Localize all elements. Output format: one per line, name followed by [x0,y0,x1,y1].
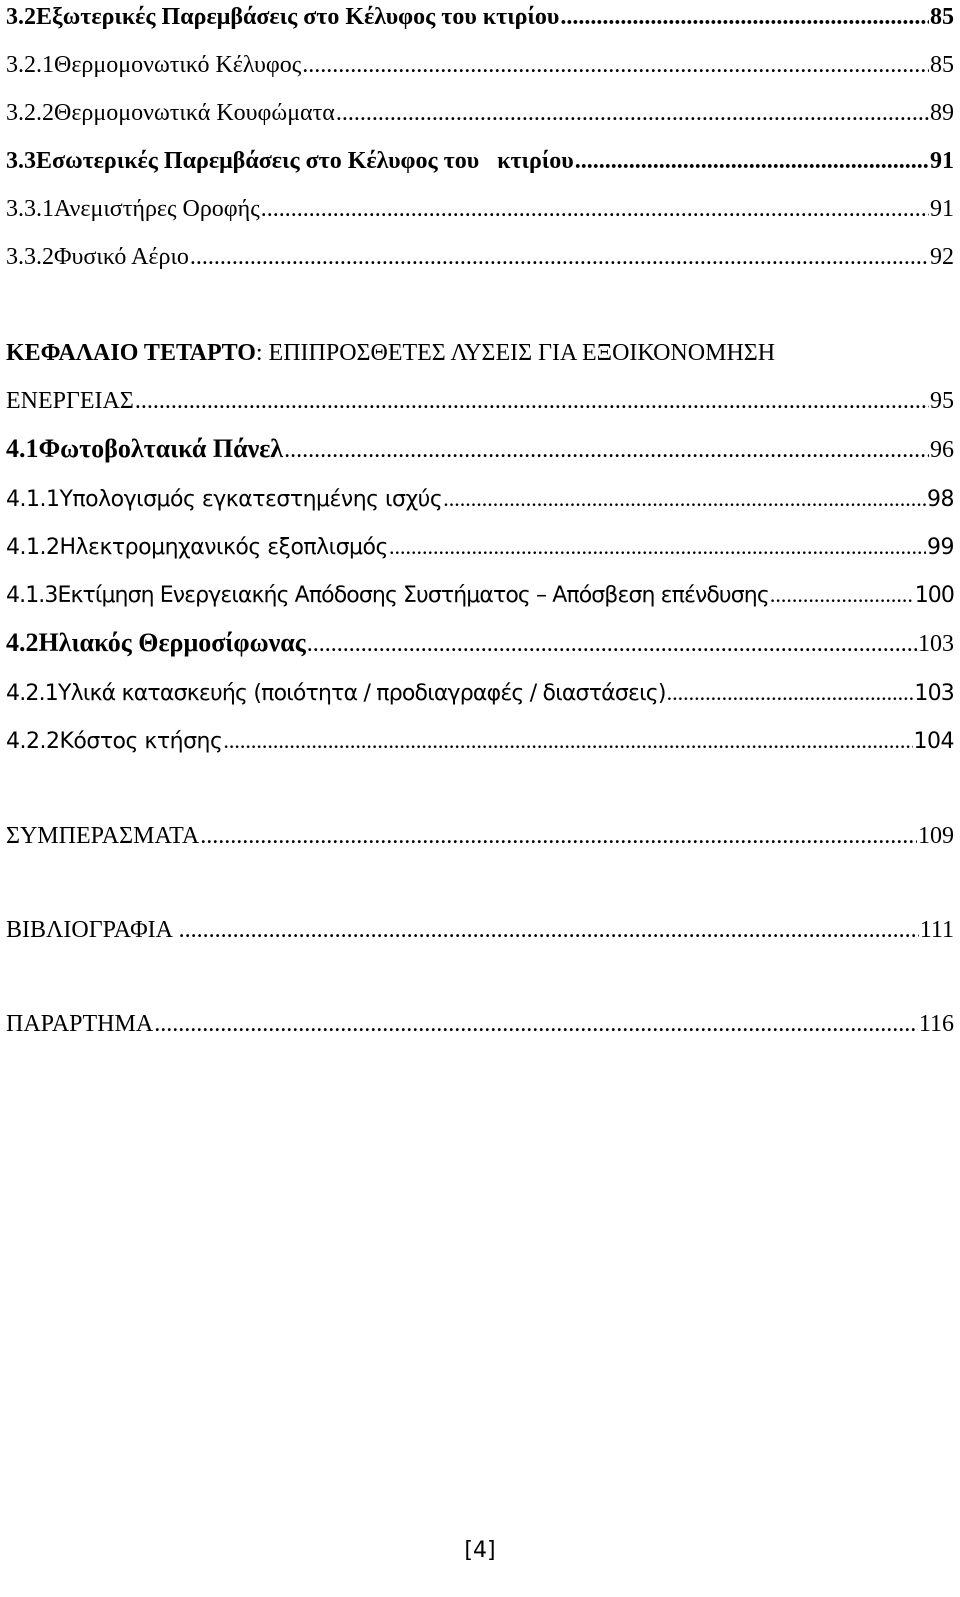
toc-entry-number: 3.2.2 [6,100,54,126]
toc-entry-page: 91 [930,148,954,174]
toc-entry-number: 3.2.1 [6,52,54,78]
toc-chapter-heading-line1[interactable] [6,338,954,368]
toc-entry-3-2-1[interactable] [6,50,954,80]
toc-entry-page: 111 [919,917,954,943]
toc-leader-dots [190,242,929,272]
toc-entry-title: ΣΥΜΠΕΡΑΣΜΑΤΑ [6,823,200,849]
toc-leader-dots [560,2,929,32]
toc-entry-4-1[interactable] [6,434,954,465]
toc-entry-title: ΠΑΡΑΡΤΗΜΑ [6,1011,154,1037]
toc-entry-number: 4.1.2 [6,535,60,560]
toc-entry-3-2-2[interactable] [6,98,954,128]
toc-entry-number: 4.2 [6,628,39,657]
toc-entry-page: 103 [918,631,954,657]
toc-leader-dots [200,821,917,851]
toc-entry-page: 116 [918,1011,954,1037]
toc-entry-page: 98 [927,487,954,512]
toc-entry-number: 3.2 [6,4,36,30]
toc-entry-page: 89 [930,100,954,126]
toc-leader-dots [154,1009,918,1039]
toc-entry-number: 3.3.2 [6,244,54,270]
toc-entry-4-1-2[interactable] [6,532,954,563]
toc-chapter-title-bold: ΚΕΦΑΛΑΙΟ ΤΕΤΑΡΤΟ [6,340,256,366]
toc-entry-conclusions[interactable] [6,821,954,851]
toc-entry-appendix[interactable] [6,1009,954,1039]
toc-entry-title: Υπολογισμός εγκατεστημένης ισχύς [59,487,443,512]
toc-leader-dots [284,435,929,465]
toc-entry-title: Εκτίμηση Ενεργειακής Απόδοσης Συστήματος – Απόσβεση επένδυσης [57,583,769,608]
toc-entry-number: 3.3.1 [6,196,54,222]
toc-entry-page: 100 [914,583,954,608]
toc-entry-title: Φωτοβολταικά Πάνελ [38,434,284,463]
toc-entry-page: 95 [930,388,954,414]
toc-entry-page: 109 [918,823,954,849]
toc-entry-page: 103 [914,681,954,706]
toc-chapter-title-rest: : ΕΠΙΠΡΟΣΘΕΤΕΣ ΛΥΣΕΙΣ ΓΙΑ ΕΞΟΙΚΟΝΟΜΗΣΗ [255,340,776,366]
toc-entry-4-2-1[interactable] [6,678,954,709]
toc-leader-dots [223,726,912,756]
toc-entry-page: 92 [930,244,954,270]
toc-leader-dots [302,50,929,80]
toc-entry-title: Εσωτερικές Παρεμβάσεις στο Κέλυφος του κτιρίου [36,148,574,174]
toc-entry-title: Ηλιακός Θερμοσίφωνας [38,628,306,657]
toc-entry-number: 4.1.1 [6,487,60,512]
toc-chapter-heading-line2[interactable] [6,386,954,416]
toc-leader-dots [389,532,926,562]
toc-entry-title: Ηλεκτρομηχανικός εξοπλισμός [59,535,388,560]
toc-entry-title: Υλικά κατασκευής (ποιότητα / προδιαγραφές / διαστάσεις) [57,681,666,706]
toc-entry-4-1-1[interactable] [6,484,954,515]
toc-entry-3-3-1[interactable] [6,194,954,224]
toc-entry-title: Εξωτερικές Παρεμβάσεις στο Κέλυφος του κτιρίου [36,4,560,30]
toc-entry-bibliography[interactable] [6,915,954,945]
toc-entry-4-2[interactable] [6,628,954,659]
toc-entry-page: 96 [930,437,954,463]
toc-entry-page: 99 [927,535,954,560]
toc-entry-title: Θερμομονωτικό Κέλυφος [54,52,302,78]
toc-entry-number: 4.2.2 [6,729,60,754]
toc-leader-dots [575,146,929,176]
page-number: [4] [464,1538,496,1563]
toc-leader-dots [135,386,929,416]
toc-entry-4-2-2[interactable] [6,726,954,757]
toc-entry-number: 4.1 [6,434,39,463]
toc-entry-3-3-2[interactable] [6,242,954,272]
toc-entry-title: Ανεμιστήρες Οροφής [54,196,260,222]
toc-leader-dots [336,98,929,128]
toc-entry-number: 4.2.1 [6,681,58,706]
toc-leader-dots [179,915,919,945]
toc-entry-page: 85 [930,52,954,78]
toc-leader-dots [307,629,917,659]
toc-entry-4-1-3[interactable] [6,580,954,611]
toc-entry-title: Φυσικό Αέριο [54,244,189,270]
toc-leader-dots [667,678,914,708]
toc-entry-page: 104 [913,729,954,754]
toc-leader-dots [261,194,929,224]
toc-entry-page: 91 [930,196,954,222]
toc-leader-dots [443,484,926,514]
toc-entry-title: ΒΙΒΛΙΟΓΡΑΦΙΑ [6,917,178,943]
toc-entry-number: 3.3 [6,148,36,174]
toc-entry-3-2[interactable] [6,2,954,32]
toc-entry-number: 4.1.3 [6,583,58,608]
toc-entry-page: 85 [930,4,954,30]
toc-leader-dots [770,580,914,610]
toc-chapter-title-continued: ΕΝΕΡΓΕΙΑΣ [6,388,134,414]
toc-entry-title: Κόστος κτήσης [59,729,223,754]
toc-entry-title: Θερμομονωτικά Κουφώματα [54,100,335,126]
toc-entry-3-3[interactable] [6,146,954,176]
